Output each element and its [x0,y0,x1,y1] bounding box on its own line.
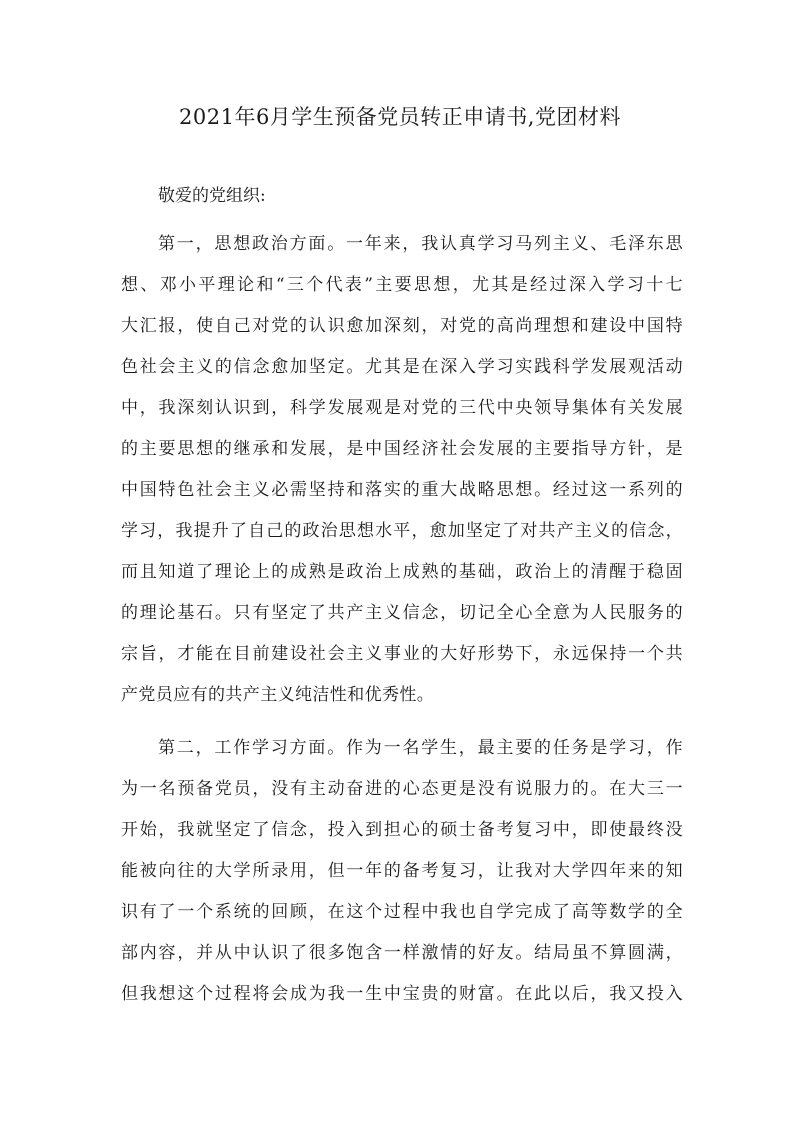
paragraph-line: 部内容，并从中认识了很多饱含一样激情的好友。结局虽不算圆满， [121,943,683,963]
paragraph-work-study [121,728,683,1015]
paragraph-line: 识有了一个系统的回顾，在这个过程中我也自学完成了高等数学的全 [121,902,683,922]
paragraph-line: 中，我深刻认识到，科学发展观是对党的三代中央领导集体有关发展 [121,398,683,418]
paragraph-line: 第二，工作学习方面。作为一名学生，最主要的任务是学习，作 [158,738,683,758]
paragraph-line: 能被向往的大学所录用，但一年的备考复习，让我对大学四年来的知 [121,861,683,881]
paragraph-line: 色社会主义的信念愈加坚定。尤其是在深入学习实践科学发展观活动 [121,357,683,377]
paragraph-line: 中国特色社会主义必需坚持和落实的重大战略思想。经过这一系列的 [121,480,683,500]
paragraph-line: 想、邓小平理论和“三个代表”主要思想，尤其是经过深入学习十七 [121,275,683,295]
paragraph-line: 而且知道了理论上的成熟是政治上成熟的基础，政治上的清醒于稳固 [121,562,683,582]
document-title: 2021年6月学生预备党员转正申请书,党团材料 [179,105,621,129]
paragraph-line: 的主要思想的继承和发展，是中国经济社会发展的主要指导方针，是 [121,439,683,459]
paragraph-line: 大汇报，使自己对党的认识愈加深刻，对党的高尚理想和建设中国特 [121,316,683,336]
paragraph-ideology [121,224,683,716]
paragraph-line: 开始，我就坚定了信念，投入到担心的硕士备考复习中，即使最终没 [121,820,683,840]
paragraph-line: 产党员应有的共产主义纯洁性和优秀性。 [121,685,435,705]
paragraph-line: 宗旨，才能在目前建设社会主义事业的大好形势下，永远保持一个共 [121,644,683,664]
paragraph-line: 第一，思想政治方面。一年来，我认真学习马列主义、毛泽东思 [158,234,683,254]
paragraph-line: 为一名预备党员，没有主动奋进的心态更是没有说服力的。在大三一 [121,779,683,799]
salutation: 敬爱的党组织: [158,186,266,206]
paragraph-line: 的理论基石。只有坚定了共产主义信念，切记全心全意为人民服务的 [121,603,683,623]
paragraph-line: 但我想这个过程将会成为我一生中宝贵的财富。在此以后，我又投入 [121,984,683,1004]
paragraph-line: 学习，我提升了自己的政治思想水平，愈加坚定了对共产主义的信念， [121,521,683,541]
